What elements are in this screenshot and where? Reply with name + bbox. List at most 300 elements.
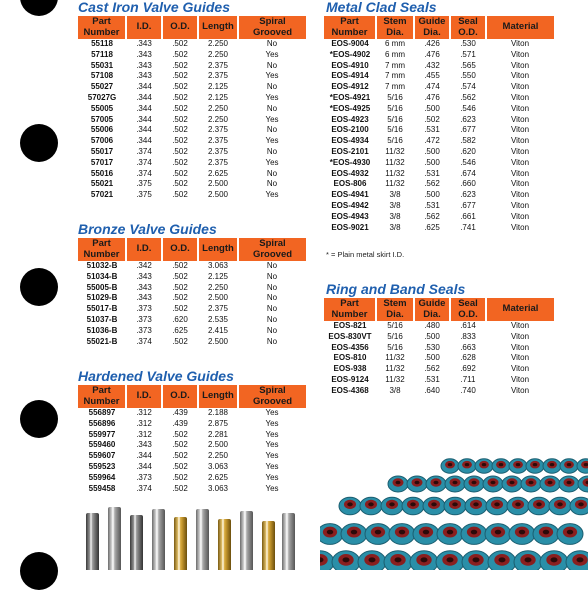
seal-shape bbox=[461, 524, 487, 545]
cell-part-number: 55017-B bbox=[78, 304, 126, 315]
table-row bbox=[78, 158, 306, 169]
cell-part-number: 55016 bbox=[78, 169, 126, 180]
cell-material: Viton bbox=[486, 50, 554, 61]
table-row bbox=[324, 125, 554, 136]
table-header-row bbox=[78, 385, 306, 408]
table-row bbox=[324, 136, 554, 147]
valve-guides-photo bbox=[78, 503, 298, 570]
cell-part-number: 55021 bbox=[78, 179, 126, 190]
seal-shape bbox=[521, 476, 541, 492]
cell-part-number: 556897 bbox=[78, 408, 126, 419]
cell-id: .343 bbox=[126, 272, 162, 283]
table-row bbox=[324, 39, 554, 50]
table-row bbox=[78, 190, 306, 201]
cell-spiral-grooved: Yes bbox=[238, 484, 306, 495]
cell-guide-dia: .530 bbox=[414, 343, 450, 354]
valve-guides-illustration bbox=[78, 503, 298, 570]
cell-guide-dia: .500 bbox=[414, 158, 450, 169]
cell-stem-dia: 7 mm bbox=[376, 61, 414, 72]
valve-seals-photo bbox=[320, 446, 588, 570]
cell-part-number: EOS-938 bbox=[324, 364, 376, 375]
cell-id: .344 bbox=[126, 451, 162, 462]
hardened-title: Hardened Valve Guides bbox=[78, 368, 234, 384]
cell-spiral-grooved: No bbox=[238, 39, 306, 50]
cell-seal-od: .562 bbox=[450, 93, 486, 104]
cell-length: 2.535 bbox=[198, 315, 238, 326]
table-row bbox=[78, 71, 306, 82]
cell-part-number: EOS-9124 bbox=[324, 375, 376, 386]
cell-length: 2.375 bbox=[198, 125, 238, 136]
cell-seal-od: .711 bbox=[450, 375, 486, 386]
seal-shape bbox=[570, 497, 588, 515]
col-header-stem-dia: Stem Dia. bbox=[376, 16, 414, 39]
cell-part-number: 55027 bbox=[78, 82, 126, 93]
binder-hole-5 bbox=[20, 552, 58, 590]
binder-hole-1 bbox=[20, 0, 58, 16]
col-header-spiral-grooved: Spiral Grooved bbox=[238, 385, 306, 408]
cell-id: .375 bbox=[126, 179, 162, 190]
col-header-id: I.D. bbox=[126, 385, 162, 408]
cell-seal-od: .582 bbox=[450, 136, 486, 147]
table-header-row bbox=[324, 16, 554, 39]
table-row bbox=[78, 93, 306, 104]
cell-stem-dia: 11/32 bbox=[376, 147, 414, 158]
col-header-spiral-grooved: Spiral Grooved bbox=[238, 238, 306, 261]
col-header-spiral-grooved: Spiral Grooved bbox=[238, 16, 306, 39]
cell-guide-dia: .640 bbox=[414, 386, 450, 397]
cell-length: 3.063 bbox=[198, 462, 238, 473]
cell-length: 2.250 bbox=[198, 50, 238, 61]
table-row bbox=[78, 136, 306, 147]
cell-material: Viton bbox=[486, 179, 554, 190]
cell-part-number: EOS-4910 bbox=[324, 61, 376, 72]
seal-shape bbox=[486, 497, 508, 515]
seal-shape bbox=[465, 497, 487, 515]
table-row bbox=[78, 169, 306, 180]
cell-material: Viton bbox=[486, 158, 554, 169]
cell-part-number: EOS-2101 bbox=[324, 147, 376, 158]
seal-shape bbox=[492, 459, 510, 473]
table-row bbox=[78, 440, 306, 451]
table-row bbox=[78, 462, 306, 473]
cell-stem-dia: 5/16 bbox=[376, 125, 414, 136]
cell-spiral-grooved: Yes bbox=[238, 158, 306, 169]
cell-spiral-grooved: No bbox=[238, 179, 306, 190]
table-row bbox=[324, 190, 554, 201]
cell-length: 2.875 bbox=[198, 419, 238, 430]
cell-guide-dia: .426 bbox=[414, 39, 450, 50]
seal-shape bbox=[423, 497, 445, 515]
seal-shape bbox=[410, 551, 438, 570]
cell-length: 2.375 bbox=[198, 71, 238, 82]
cell-id: .344 bbox=[126, 104, 162, 115]
cell-od: .502 bbox=[162, 136, 198, 147]
cell-length: 2.415 bbox=[198, 326, 238, 337]
seal-shape bbox=[509, 524, 535, 545]
cell-seal-od: .661 bbox=[450, 212, 486, 223]
table-row bbox=[78, 50, 306, 61]
cell-seal-od: .550 bbox=[450, 71, 486, 82]
cell-material: Viton bbox=[486, 125, 554, 136]
cell-od: .502 bbox=[162, 462, 198, 473]
cell-od: .620 bbox=[162, 315, 198, 326]
cell-part-number: 55021-B bbox=[78, 337, 126, 348]
cell-id: .344 bbox=[126, 125, 162, 136]
cell-stem-dia: 11/32 bbox=[376, 375, 414, 386]
cell-length: 2.500 bbox=[198, 179, 238, 190]
col-header-od: O.D. bbox=[162, 238, 198, 261]
cell-seal-od: .660 bbox=[450, 179, 486, 190]
cell-length: 2.375 bbox=[198, 136, 238, 147]
cell-id: .374 bbox=[126, 169, 162, 180]
cell-part-number: EOS-2100 bbox=[324, 125, 376, 136]
seal-shape bbox=[413, 524, 439, 545]
cell-guide-dia: .500 bbox=[414, 332, 450, 343]
binder-hole-3 bbox=[20, 268, 58, 306]
cell-material: Viton bbox=[486, 386, 554, 397]
seal-shape bbox=[436, 551, 464, 570]
cell-material: Viton bbox=[486, 39, 554, 50]
cell-material: Viton bbox=[486, 375, 554, 386]
cell-spiral-grooved: Yes bbox=[238, 115, 306, 126]
cell-id: .312 bbox=[126, 419, 162, 430]
ring-band-title: Ring and Band Seals bbox=[326, 281, 465, 297]
cell-part-number: 55017 bbox=[78, 147, 126, 158]
cell-part-number: 57021 bbox=[78, 190, 126, 201]
cast-iron-table bbox=[78, 16, 306, 201]
table-row bbox=[324, 104, 554, 115]
cell-part-number: *EOS-4925 bbox=[324, 104, 376, 115]
cell-part-number: 57118 bbox=[78, 50, 126, 61]
cell-part-number: *EOS-4930 bbox=[324, 158, 376, 169]
cell-part-number: EOS-4356 bbox=[324, 343, 376, 354]
seal-shape bbox=[485, 524, 511, 545]
seal-shape bbox=[402, 497, 424, 515]
cell-spiral-grooved: Yes bbox=[238, 93, 306, 104]
table-row bbox=[324, 82, 554, 93]
col-header-length: Length bbox=[198, 238, 238, 261]
table-row bbox=[324, 375, 554, 386]
valve-seals-illustration bbox=[320, 446, 588, 570]
cell-spiral-grooved: No bbox=[238, 337, 306, 348]
table-row bbox=[78, 179, 306, 190]
binder-hole-2 bbox=[20, 124, 58, 162]
cell-length: 2.125 bbox=[198, 272, 238, 283]
cell-guide-dia: .531 bbox=[414, 169, 450, 180]
cell-spiral-grooved: No bbox=[238, 104, 306, 115]
cell-stem-dia: 7 mm bbox=[376, 82, 414, 93]
cell-spiral-grooved: Yes bbox=[238, 50, 306, 61]
cell-guide-dia: .531 bbox=[414, 375, 450, 386]
cell-material: Viton bbox=[486, 169, 554, 180]
cell-part-number: EOS-4934 bbox=[324, 136, 376, 147]
col-header-material: Material bbox=[486, 298, 554, 321]
cell-part-number: EOS-4942 bbox=[324, 201, 376, 212]
cell-id: .344 bbox=[126, 82, 162, 93]
cell-part-number: EOS-9021 bbox=[324, 223, 376, 234]
cell-part-number: 51032-B bbox=[78, 261, 126, 272]
seal-shape bbox=[559, 476, 579, 492]
cell-spiral-grooved: Yes bbox=[238, 462, 306, 473]
seal-shape bbox=[462, 551, 490, 570]
cell-od: .502 bbox=[162, 82, 198, 93]
table-row bbox=[324, 223, 554, 234]
cell-id: .312 bbox=[126, 408, 162, 419]
cell-od: .502 bbox=[162, 484, 198, 495]
cell-od: .502 bbox=[162, 39, 198, 50]
seal-shape bbox=[381, 497, 403, 515]
cell-od: .502 bbox=[162, 261, 198, 272]
cell-material: Viton bbox=[486, 353, 554, 364]
seal-shape bbox=[320, 524, 343, 545]
table-row bbox=[324, 386, 554, 397]
cell-material: Viton bbox=[486, 136, 554, 147]
cell-id: .343 bbox=[126, 283, 162, 294]
table-row bbox=[78, 408, 306, 419]
cell-length: 2.500 bbox=[198, 190, 238, 201]
cell-od: .502 bbox=[162, 71, 198, 82]
cell-length: 2.500 bbox=[198, 293, 238, 304]
cell-guide-dia: .480 bbox=[414, 321, 450, 332]
cell-od: .502 bbox=[162, 293, 198, 304]
cell-id: .373 bbox=[126, 326, 162, 337]
table-row bbox=[78, 272, 306, 283]
col-header-od: O.D. bbox=[162, 385, 198, 408]
cell-id: .343 bbox=[126, 440, 162, 451]
cell-seal-od: .692 bbox=[450, 364, 486, 375]
cell-od: .502 bbox=[162, 169, 198, 180]
cell-spiral-grooved: No bbox=[238, 125, 306, 136]
cell-part-number: 55005 bbox=[78, 104, 126, 115]
cell-part-number: 57006 bbox=[78, 136, 126, 147]
cell-length: 2.625 bbox=[198, 473, 238, 484]
seal-shape bbox=[426, 476, 446, 492]
seal-shape bbox=[526, 459, 544, 473]
seal-shape bbox=[540, 551, 568, 570]
cell-material: Viton bbox=[486, 61, 554, 72]
col-header-seal-od: Seal O.D. bbox=[450, 16, 486, 39]
table-row bbox=[78, 261, 306, 272]
table-row bbox=[324, 61, 554, 72]
cell-stem-dia: 11/32 bbox=[376, 158, 414, 169]
seal-shape bbox=[533, 524, 559, 545]
table-row bbox=[78, 451, 306, 462]
metal-clad-table bbox=[324, 16, 554, 233]
cell-length: 2.281 bbox=[198, 430, 238, 441]
table-row bbox=[324, 147, 554, 158]
seal-shape bbox=[528, 497, 550, 515]
seal-shape bbox=[388, 476, 408, 492]
cell-length: 2.625 bbox=[198, 169, 238, 180]
cell-guide-dia: .500 bbox=[414, 147, 450, 158]
cell-part-number: 55005-B bbox=[78, 283, 126, 294]
cell-part-number: EOS-4368 bbox=[324, 386, 376, 397]
seal-shape bbox=[384, 551, 412, 570]
table-row bbox=[78, 430, 306, 441]
cell-length: 3.063 bbox=[198, 484, 238, 495]
cell-id: .343 bbox=[126, 39, 162, 50]
cell-spiral-grooved: No bbox=[238, 283, 306, 294]
cell-stem-dia: 3/8 bbox=[376, 386, 414, 397]
cast-iron-title: Cast Iron Valve Guides bbox=[78, 0, 230, 15]
cell-guide-dia: .472 bbox=[414, 136, 450, 147]
cell-part-number: 57027G bbox=[78, 93, 126, 104]
table-row bbox=[78, 315, 306, 326]
cell-stem-dia: 11/32 bbox=[376, 353, 414, 364]
col-header-part-number: Part Number bbox=[78, 16, 126, 39]
cell-od: .502 bbox=[162, 283, 198, 294]
cell-length: 2.500 bbox=[198, 337, 238, 348]
cell-stem-dia: 5/16 bbox=[376, 93, 414, 104]
cell-part-number: 57108 bbox=[78, 71, 126, 82]
cell-part-number: EOS-810 bbox=[324, 353, 376, 364]
cell-spiral-grooved: No bbox=[238, 147, 306, 158]
table-row bbox=[324, 364, 554, 375]
table-row bbox=[78, 304, 306, 315]
cell-spiral-grooved: No bbox=[238, 272, 306, 283]
col-header-id: I.D. bbox=[126, 16, 162, 39]
cell-stem-dia: 7 mm bbox=[376, 71, 414, 82]
cell-seal-od: .546 bbox=[450, 158, 486, 169]
cell-od: .502 bbox=[162, 93, 198, 104]
cell-seal-od: .740 bbox=[450, 386, 486, 397]
cell-id: .374 bbox=[126, 484, 162, 495]
cell-stem-dia: 3/8 bbox=[376, 223, 414, 234]
table-row bbox=[78, 125, 306, 136]
cell-stem-dia: 3/8 bbox=[376, 201, 414, 212]
cell-material: Viton bbox=[486, 147, 554, 158]
cell-stem-dia: 6 mm bbox=[376, 39, 414, 50]
cell-spiral-grooved: Yes bbox=[238, 71, 306, 82]
cell-od: .502 bbox=[162, 451, 198, 462]
col-header-part-number: Part Number bbox=[324, 16, 376, 39]
table-header-row bbox=[324, 298, 554, 321]
seal-shape bbox=[341, 524, 367, 545]
cell-guide-dia: .502 bbox=[414, 115, 450, 126]
seal-shape bbox=[509, 459, 527, 473]
metal-clad-title: Metal Clad Seals bbox=[326, 0, 437, 15]
cell-part-number: EOS-830VT bbox=[324, 332, 376, 343]
cell-od: .502 bbox=[162, 158, 198, 169]
cell-part-number: EOS-821 bbox=[324, 321, 376, 332]
cell-id: .343 bbox=[126, 61, 162, 72]
cell-spiral-grooved: Yes bbox=[238, 419, 306, 430]
seal-shape bbox=[514, 551, 542, 570]
cell-part-number: EOS-4943 bbox=[324, 212, 376, 223]
cell-seal-od: .833 bbox=[450, 332, 486, 343]
cell-part-number: *EOS-4921 bbox=[324, 93, 376, 104]
cell-part-number: *EOS-4902 bbox=[324, 50, 376, 61]
cell-part-number: 51036-B bbox=[78, 326, 126, 337]
cell-guide-dia: .531 bbox=[414, 201, 450, 212]
cell-id: .373 bbox=[126, 315, 162, 326]
cell-od: .502 bbox=[162, 304, 198, 315]
cell-seal-od: .674 bbox=[450, 169, 486, 180]
cell-spiral-grooved: Yes bbox=[238, 430, 306, 441]
col-header-seal-od: Seal O.D. bbox=[450, 298, 486, 321]
cell-spiral-grooved: Yes bbox=[238, 408, 306, 419]
cell-material: Viton bbox=[486, 115, 554, 126]
seal-shape bbox=[445, 476, 465, 492]
seal-shape bbox=[540, 476, 560, 492]
cell-guide-dia: .455 bbox=[414, 71, 450, 82]
cell-seal-od: .614 bbox=[450, 321, 486, 332]
seal-shape bbox=[475, 459, 493, 473]
cell-seal-od: .623 bbox=[450, 190, 486, 201]
cell-material: Viton bbox=[486, 364, 554, 375]
cell-spiral-grooved: No bbox=[238, 326, 306, 337]
cell-spiral-grooved: Yes bbox=[238, 473, 306, 484]
col-header-part-number: Part Number bbox=[78, 238, 126, 261]
cell-seal-od: .628 bbox=[450, 353, 486, 364]
cell-id: .373 bbox=[126, 473, 162, 484]
seal-shape bbox=[441, 459, 459, 473]
seal-shape bbox=[488, 551, 516, 570]
seal-shape bbox=[407, 476, 427, 492]
cell-part-number: 51037-B bbox=[78, 315, 126, 326]
cell-guide-dia: .625 bbox=[414, 223, 450, 234]
col-header-length: Length bbox=[198, 385, 238, 408]
cell-material: Viton bbox=[486, 212, 554, 223]
table-row bbox=[324, 201, 554, 212]
cell-od: .502 bbox=[162, 190, 198, 201]
cell-part-number: EOS-4912 bbox=[324, 82, 376, 93]
cell-spiral-grooved: Yes bbox=[238, 440, 306, 451]
seal-shape bbox=[389, 524, 415, 545]
table-row bbox=[78, 419, 306, 430]
col-header-stem-dia: Stem Dia. bbox=[376, 298, 414, 321]
table-row bbox=[78, 283, 306, 294]
cell-guide-dia: .500 bbox=[414, 190, 450, 201]
cell-length: 2.250 bbox=[198, 283, 238, 294]
cell-stem-dia: 11/32 bbox=[376, 169, 414, 180]
cell-seal-od: .530 bbox=[450, 39, 486, 50]
cell-seal-od: .565 bbox=[450, 61, 486, 72]
table-row bbox=[324, 115, 554, 126]
cell-guide-dia: .474 bbox=[414, 82, 450, 93]
cell-length: 2.125 bbox=[198, 93, 238, 104]
seal-shape bbox=[483, 476, 503, 492]
cell-length: 2.250 bbox=[198, 39, 238, 50]
cell-stem-dia: 11/32 bbox=[376, 364, 414, 375]
cell-material: Viton bbox=[486, 201, 554, 212]
seal-shape bbox=[560, 459, 578, 473]
table-row bbox=[78, 82, 306, 93]
seal-shape bbox=[464, 476, 484, 492]
cell-part-number: 559607 bbox=[78, 451, 126, 462]
cell-spiral-grooved: Yes bbox=[238, 451, 306, 462]
cell-length: 2.500 bbox=[198, 440, 238, 451]
cell-id: .342 bbox=[126, 261, 162, 272]
table-row bbox=[78, 147, 306, 158]
cell-seal-od: .574 bbox=[450, 82, 486, 93]
cell-part-number: EOS-4932 bbox=[324, 169, 376, 180]
cell-seal-od: .620 bbox=[450, 147, 486, 158]
cell-stem-dia: 5/16 bbox=[376, 136, 414, 147]
cell-part-number: EOS-806 bbox=[324, 179, 376, 190]
seal-shape bbox=[458, 459, 476, 473]
table-row bbox=[78, 293, 306, 304]
cell-length: 2.125 bbox=[198, 82, 238, 93]
col-header-material: Material bbox=[486, 16, 554, 39]
cell-guide-dia: .476 bbox=[414, 50, 450, 61]
table-row bbox=[78, 61, 306, 72]
cell-material: Viton bbox=[486, 190, 554, 201]
cell-material: Viton bbox=[486, 321, 554, 332]
seal-shape bbox=[543, 459, 561, 473]
cell-length: 2.250 bbox=[198, 104, 238, 115]
cell-id: .343 bbox=[126, 50, 162, 61]
